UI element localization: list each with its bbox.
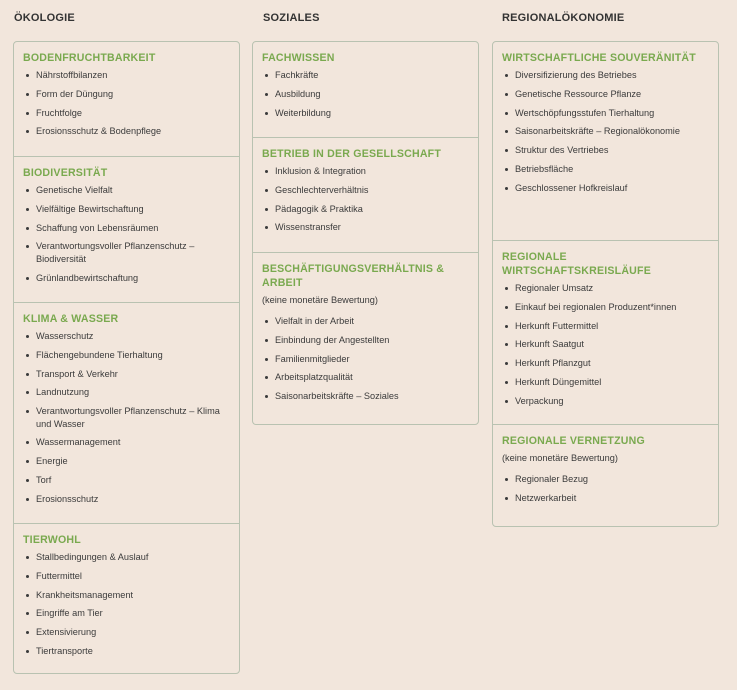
section-klima-wasser: [14, 302, 239, 523]
list-item: Geschlechterverhältnis: [262, 184, 470, 197]
list-item: Erosionsschutz: [23, 493, 231, 506]
list-item: Wassermanagement: [23, 436, 231, 449]
list-item: Einbindung der Angestellten: [262, 334, 470, 347]
column-header-soziales: SOZIALES: [263, 12, 320, 24]
list-item: Form der Düngung: [23, 88, 231, 101]
list-item: Wasserschutz: [23, 330, 231, 343]
list-item: Tiertransporte: [23, 645, 231, 658]
list-item: Energie: [23, 455, 231, 468]
list-item: Weiterbildung: [262, 107, 470, 120]
list-item: Regionaler Bezug: [502, 473, 710, 486]
list-item: Fruchtfolge: [23, 107, 231, 120]
list-item: Transport & Verkehr: [23, 368, 231, 381]
list-item: Geschlossener Hofkreislauf: [502, 182, 710, 195]
section-beschaeftigungsverhaeltnis: [253, 252, 478, 417]
list-item: Vielfältige Bewirtschaftung: [23, 203, 231, 216]
list-item: Stallbedingungen & Auslauf: [23, 551, 231, 564]
section-title: BETRIEB IN DER GESELLSCHAFT: [262, 148, 442, 160]
list-item: Nährstoffbilanzen: [23, 69, 231, 82]
list-item: Landnutzung: [23, 386, 231, 399]
list-item: Verantwortungsvoller Pflanzenschutz – Klima und Wasser: [23, 405, 231, 430]
section-title: BESCHÄFTIGUNGSVERHÄLTNIS & ARBEIT: [262, 263, 445, 289]
list-item: Krankheitsmanagement: [23, 589, 231, 602]
list-item: Wissenstransfer: [262, 221, 470, 234]
list-item: Ausbildung: [262, 88, 470, 101]
list-item: Regionaler Umsatz: [502, 282, 710, 295]
section-title: REGIONALE VERNETZUNG: [502, 435, 645, 447]
list-item: Erosionsschutz & Bodenpflege: [23, 125, 231, 138]
regionaloekonomie-panel: [492, 41, 719, 527]
section-title: FACHWISSEN: [262, 52, 335, 64]
oekologie-panel: [13, 41, 240, 674]
list-item: Einkauf bei regionalen Produzent*innen: [502, 301, 710, 314]
section-wirtschaftliche-souveraenitaet: [493, 42, 718, 240]
soziales-panel: [252, 41, 479, 425]
list-item: Diversifizierung des Betriebes: [502, 69, 710, 82]
list-item: Inklusion & Integration: [262, 165, 470, 178]
list-item: Genetische Vielfalt: [23, 184, 231, 197]
section-biodiversitaet: [14, 156, 239, 302]
list-item: Verantwortungsvoller Pflanzenschutz – Biodiversität: [23, 240, 231, 265]
section-title: TIERWOHL: [23, 534, 81, 546]
section-title: BODENFRUCHTBARKEIT: [23, 52, 156, 64]
section-title: BIODIVERSITÄT: [23, 167, 108, 179]
list-item: Struktur des Vertriebes: [502, 144, 710, 157]
list-item: Eingriffe am Tier: [23, 607, 231, 620]
list-item: Herkunft Futtermittel: [502, 320, 710, 333]
list-item: Herkunft Saatgut: [502, 338, 710, 351]
list-item: Torf: [23, 474, 231, 487]
section-note: (keine monetäre Bewertung): [262, 295, 378, 305]
list-item: Arbeitsplatzqualität: [262, 371, 470, 384]
column-header-regionaloekonomie: REGIONALÖKONOMIE: [502, 12, 625, 24]
section-bodenfruchtbarkeit: [14, 42, 239, 156]
list-item: Wertschöpfungsstufen Tierhaltung: [502, 107, 710, 120]
list-item: Genetische Ressource Pflanze: [502, 88, 710, 101]
list-item: Extensivierung: [23, 626, 231, 639]
list-item: Netzwerkarbeit: [502, 492, 710, 505]
list-item: Verpackung: [502, 395, 710, 408]
list-item: Betriebsfläche: [502, 163, 710, 176]
list-item: Grünlandbewirtschaftung: [23, 272, 231, 285]
list-item: Saisonarbeitskräfte – Regionalökonomie: [502, 125, 710, 138]
list-item: Herkunft Pflanzgut: [502, 357, 710, 370]
list-item: Herkunft Düngemittel: [502, 376, 710, 389]
list-item: Saisonarbeitskräfte – Soziales: [262, 390, 470, 403]
list-item: Flächengebundene Tierhaltung: [23, 349, 231, 362]
column-header-oekologie: ÖKOLOGIE: [14, 12, 75, 24]
list-item: Fachkräfte: [262, 69, 470, 82]
list-item: Vielfalt in der Arbeit: [262, 315, 470, 328]
list-item: Familienmitglieder: [262, 353, 470, 366]
section-regionale-wirtschaftskreislaeufe: [493, 240, 718, 424]
section-title: KLIMA & WASSER: [23, 313, 119, 325]
list-item: Schaffung von Lebensräumen: [23, 222, 231, 235]
section-fachwissen: [253, 42, 478, 137]
section-title: WIRTSCHAFTLICHE SOUVERÄNITÄT: [502, 52, 696, 64]
section-note: (keine monetäre Bewertung): [502, 453, 618, 463]
list-item: Futtermittel: [23, 570, 231, 583]
section-tierwohl: [14, 523, 239, 673]
section-regionale-vernetzung: [493, 424, 718, 519]
section-title: REGIONALE WIRTSCHAFTSKREISLÄUFE: [502, 251, 651, 277]
list-item: Pädagogik & Praktika: [262, 203, 470, 216]
section-betrieb-in-der-gesellschaft: [253, 137, 478, 252]
